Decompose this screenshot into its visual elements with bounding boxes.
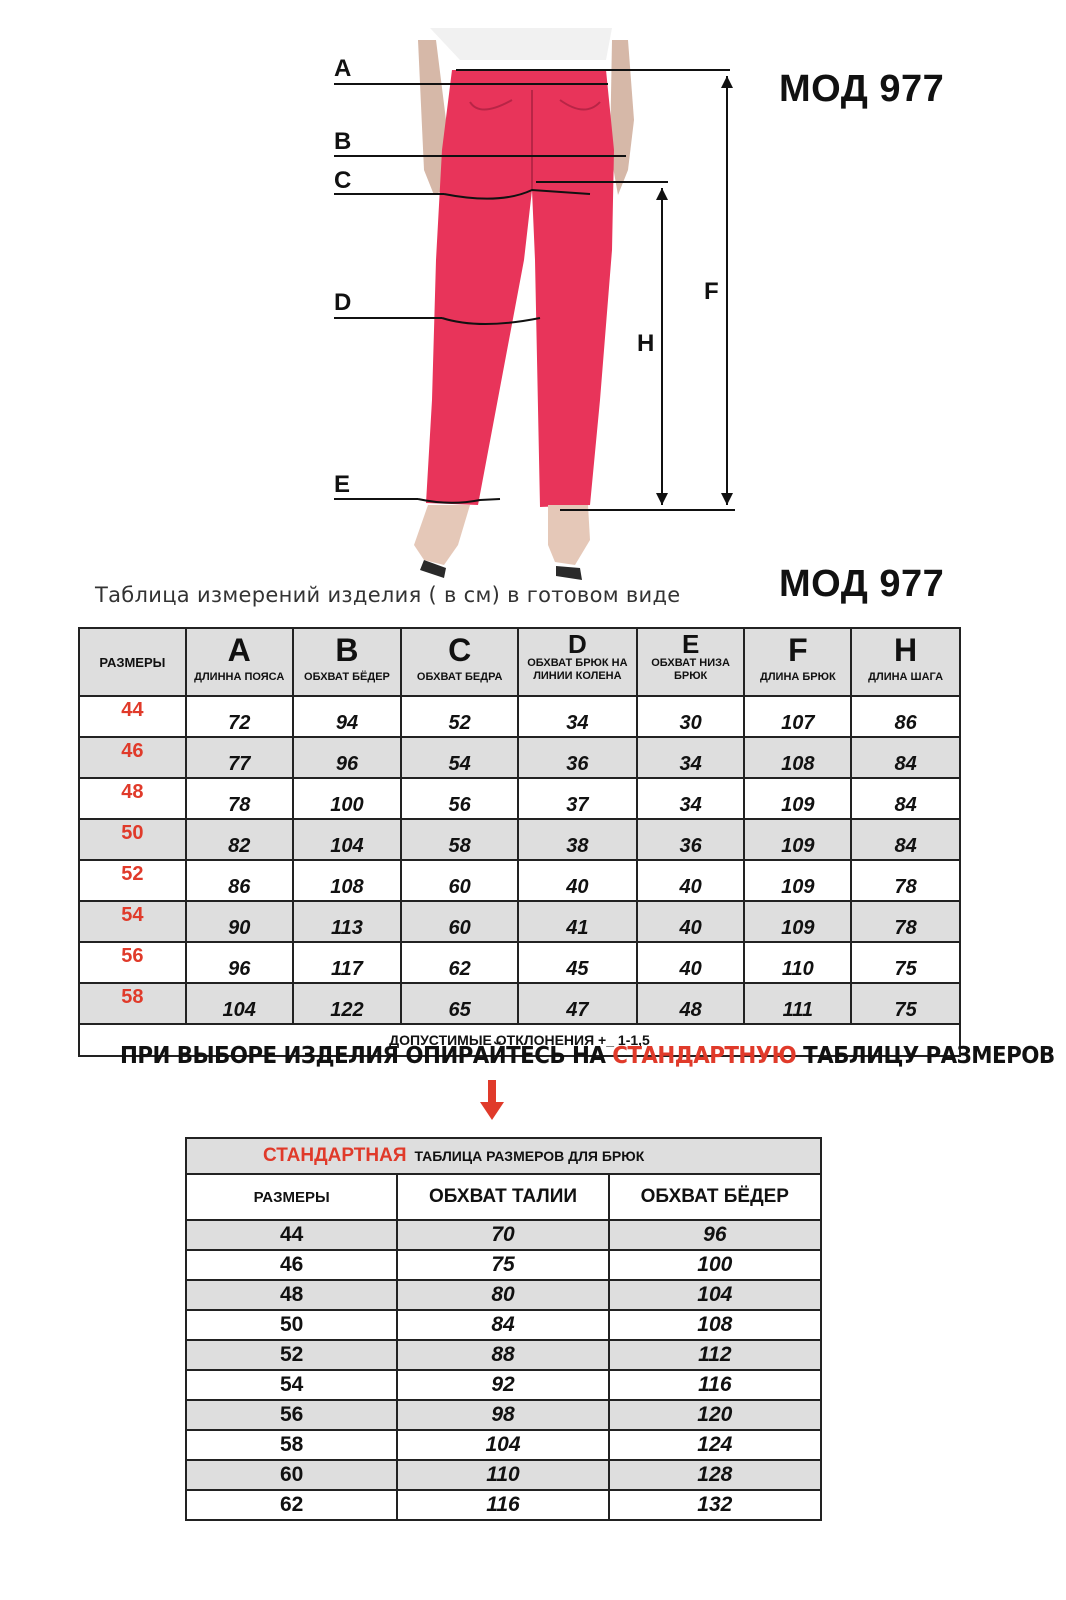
col-header-C: C ОБХВАТ БЕДРА — [401, 628, 518, 696]
measure-cell: 34 — [637, 737, 745, 778]
measure-row — [79, 819, 960, 860]
std-header-waist: ОБХВАТ ТАЛИИ — [397, 1174, 608, 1220]
measure-cell: 60 — [401, 860, 518, 901]
std-waist-cell: 84 — [397, 1310, 608, 1340]
std-hips-cell: 116 — [609, 1370, 821, 1400]
size-advice-highlight: СТАНДАРТНУЮ — [612, 1043, 797, 1069]
standard-row — [186, 1310, 821, 1340]
std-hips-cell: 120 — [609, 1400, 821, 1430]
measure-cell: 78 — [186, 778, 293, 819]
size-cell: 56 — [79, 942, 186, 983]
standard-row — [186, 1220, 821, 1250]
standard-row — [186, 1280, 821, 1310]
measure-row — [79, 942, 960, 983]
measure-cell: 108 — [293, 860, 402, 901]
standard-row — [186, 1460, 821, 1490]
measure-cell: 36 — [637, 819, 745, 860]
size-cell: 54 — [79, 901, 186, 942]
measure-cell: 40 — [518, 860, 637, 901]
standard-size-table — [185, 1137, 822, 1521]
std-size-cell: 50 — [186, 1310, 397, 1340]
col-header-H: H ДЛИНА ШАГА — [851, 628, 960, 696]
standard-caption-rest: ТАБЛИЦА РАЗМЕРОВ ДЛЯ БРЮК — [414, 1148, 645, 1164]
measure-cell: 34 — [518, 696, 637, 737]
measure-cell: 40 — [637, 860, 745, 901]
measure-cell: 110 — [744, 942, 851, 983]
measure-cell: 58 — [401, 819, 518, 860]
standard-row — [186, 1400, 821, 1430]
measure-cell: 82 — [186, 819, 293, 860]
size-cell: 52 — [79, 860, 186, 901]
measure-cell: 84 — [851, 737, 960, 778]
std-waist-cell: 92 — [397, 1370, 608, 1400]
measure-cell: 56 — [401, 778, 518, 819]
col-header-A: A ДЛИННА ПОЯСА — [186, 628, 293, 696]
label-A: A — [334, 55, 352, 82]
standard-row — [186, 1340, 821, 1370]
measurement-table — [78, 627, 961, 1057]
measure-cell: 100 — [293, 778, 402, 819]
measure-cell: 47 — [518, 983, 637, 1024]
size-cell: 46 — [79, 737, 186, 778]
size-cell: 48 — [79, 778, 186, 819]
pants-diagram — [330, 25, 750, 585]
size-cell: 50 — [79, 819, 186, 860]
size-advice-part2: ТАБЛИЦУ РАЗМЕРОВ — [796, 1043, 1055, 1069]
label-H: H — [637, 330, 655, 357]
label-D: D — [334, 289, 352, 316]
label-F: F — [704, 278, 719, 305]
measure-cell: 37 — [518, 778, 637, 819]
measure-cell: 72 — [186, 696, 293, 737]
measure-cell: 54 — [401, 737, 518, 778]
measure-cell: 111 — [744, 983, 851, 1024]
std-size-cell: 62 — [186, 1490, 397, 1520]
measure-cell: 45 — [518, 942, 637, 983]
measure-cell: 75 — [851, 983, 960, 1024]
measure-row — [79, 860, 960, 901]
measure-cell: 94 — [293, 696, 402, 737]
std-hips-cell: 108 — [609, 1310, 821, 1340]
table-title: Таблица измерений изделия ( в см) в готовом виде — [95, 583, 681, 607]
std-waist-cell: 110 — [397, 1460, 608, 1490]
measure-cell: 65 — [401, 983, 518, 1024]
measure-cell: 109 — [744, 901, 851, 942]
std-hips-cell: 128 — [609, 1460, 821, 1490]
measure-cell: 96 — [186, 942, 293, 983]
measure-cell: 96 — [293, 737, 402, 778]
measure-row — [79, 983, 960, 1024]
standard-table-caption — [186, 1138, 821, 1174]
standard-row — [186, 1250, 821, 1280]
std-hips-cell: 96 — [609, 1220, 821, 1250]
std-waist-cell: 104 — [397, 1430, 608, 1460]
std-size-cell: 56 — [186, 1400, 397, 1430]
std-header-hips: ОБХВАТ БЁДЕР — [609, 1174, 821, 1220]
size-cell: 58 — [79, 983, 186, 1024]
pants-illustration — [330, 25, 750, 585]
std-hips-cell: 132 — [609, 1490, 821, 1520]
std-header-size: РАЗМЕРЫ — [186, 1174, 397, 1220]
std-waist-cell: 88 — [397, 1340, 608, 1370]
measure-cell: 36 — [518, 737, 637, 778]
measure-cell: 84 — [851, 819, 960, 860]
measure-cell: 75 — [851, 942, 960, 983]
measure-cell: 109 — [744, 860, 851, 901]
measure-cell: 109 — [744, 778, 851, 819]
std-size-cell: 52 — [186, 1340, 397, 1370]
measure-row — [79, 901, 960, 942]
measure-row — [79, 696, 960, 737]
col-header-F: F ДЛИНА БРЮК — [744, 628, 851, 696]
label-E: E — [334, 471, 351, 498]
measure-cell: 84 — [851, 778, 960, 819]
measure-row — [79, 737, 960, 778]
std-size-cell: 60 — [186, 1460, 397, 1490]
measure-cell: 117 — [293, 942, 402, 983]
tolerance-note: ДОПУСТИМЫЕ ОТКЛОНЕНИЯ +_ 1-1,5 — [79, 1024, 960, 1056]
std-size-cell: 58 — [186, 1430, 397, 1460]
std-hips-cell: 100 — [609, 1250, 821, 1280]
measure-cell: 30 — [637, 696, 745, 737]
measure-cell: 40 — [637, 901, 745, 942]
standard-row — [186, 1370, 821, 1400]
measure-cell: 86 — [851, 696, 960, 737]
measure-cell: 38 — [518, 819, 637, 860]
measure-cell: 77 — [186, 737, 293, 778]
measure-cell: 34 — [637, 778, 745, 819]
measure-cell: 62 — [401, 942, 518, 983]
model-label-table: МОД 977 — [779, 563, 945, 605]
label-B: B — [334, 128, 352, 155]
std-waist-cell: 75 — [397, 1250, 608, 1280]
std-size-cell: 46 — [186, 1250, 397, 1280]
measure-cell: 90 — [186, 901, 293, 942]
measure-cell: 109 — [744, 819, 851, 860]
measure-cell: 60 — [401, 901, 518, 942]
std-size-cell: 48 — [186, 1280, 397, 1310]
std-waist-cell: 70 — [397, 1220, 608, 1250]
down-arrow-icon — [480, 1080, 504, 1120]
std-hips-cell: 124 — [609, 1430, 821, 1460]
col-header-E: E ОБХВАТ НИЗА БРЮК — [637, 628, 745, 696]
measure-cell: 52 — [401, 696, 518, 737]
std-hips-cell: 104 — [609, 1280, 821, 1310]
measure-cell: 40 — [637, 942, 745, 983]
standard-caption-red: СТАНДАРТНАЯ — [263, 1145, 407, 1166]
std-size-cell: 54 — [186, 1370, 397, 1400]
measure-cell: 113 — [293, 901, 402, 942]
size-cell: 44 — [79, 696, 186, 737]
measure-cell: 107 — [744, 696, 851, 737]
size-advice-part1: ПРИ ВЫБОРЕ ИЗДЕЛИЯ ОПИРАЙТЕСЬ НА — [120, 1043, 613, 1069]
std-waist-cell: 80 — [397, 1280, 608, 1310]
std-size-cell: 44 — [186, 1220, 397, 1250]
standard-row — [186, 1490, 821, 1520]
col-header-D: D ОБХВАТ БРЮК НА ЛИНИИ КОЛЕНА — [518, 628, 637, 696]
measure-row — [79, 778, 960, 819]
std-hips-cell: 112 — [609, 1340, 821, 1370]
measure-cell: 41 — [518, 901, 637, 942]
std-waist-cell: 116 — [397, 1490, 608, 1520]
measure-cell: 108 — [744, 737, 851, 778]
size-advice — [120, 1043, 1055, 1069]
measure-cell: 104 — [293, 819, 402, 860]
measure-cell: 86 — [186, 860, 293, 901]
size-column-header: РАЗМЕРЫ — [79, 628, 186, 696]
measure-cell: 48 — [637, 983, 745, 1024]
standard-row — [186, 1430, 821, 1460]
label-C: C — [334, 167, 352, 194]
model-label-top: МОД 977 — [779, 68, 945, 110]
measure-cell: 122 — [293, 983, 402, 1024]
std-waist-cell: 98 — [397, 1400, 608, 1430]
measure-cell: 78 — [851, 860, 960, 901]
measure-cell: 78 — [851, 901, 960, 942]
col-header-B: B ОБХВАТ БЁДЕР — [293, 628, 402, 696]
measure-cell: 104 — [186, 983, 293, 1024]
